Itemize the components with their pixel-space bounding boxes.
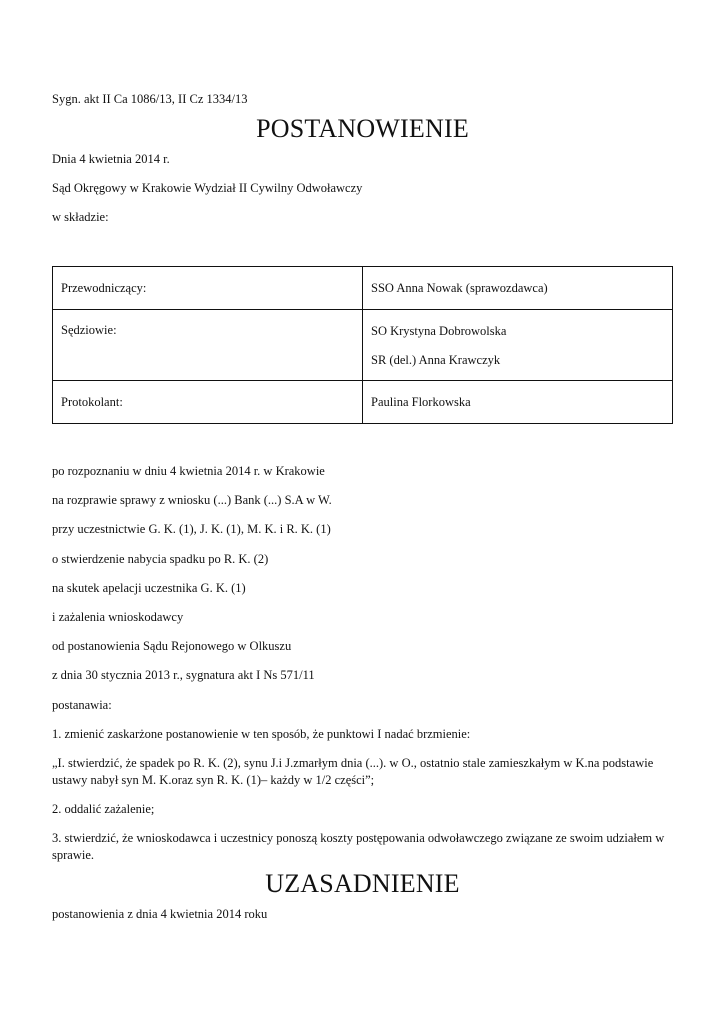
justification-subtitle: postanowienia z dnia 4 kwietnia 2014 roku bbox=[52, 907, 268, 921]
body-line: na rozprawie sprawy z wniosku (...) Bank (...) S.A w W. bbox=[52, 493, 332, 507]
body-line: o stwierdzenie nabycia spadku po R. K. (2) bbox=[52, 552, 269, 566]
ruling-1-quote: „I. stwierdzić, że spadek po R. K. (2), synu J.i J.zmarłym dnia (...). w O., ostatnio stale zamieszkałym w K.na podstawie ustawy nabył syn M. K.oraz syn R. K. (1)– każdy w 1/2 części”; bbox=[52, 756, 654, 787]
document-title: POSTANOWIENIE bbox=[256, 114, 469, 143]
body-line: przy uczestnictwie G. K. (1), J. K. (1), M. K. i R. K. (1) bbox=[52, 522, 331, 536]
judges-label: Sędziowie: bbox=[53, 310, 363, 381]
judges-values bbox=[363, 310, 673, 381]
court-line: Sąd Okręgowy w Krakowie Wydział II Cywilny Odwoławczy bbox=[52, 181, 363, 195]
composition-label: w składzie: bbox=[52, 210, 109, 224]
chair-label: Przewodniczący: bbox=[53, 267, 363, 310]
clerk-label: Protokolant: bbox=[53, 381, 363, 424]
judge-1: SO Krystyna Dobrowolska bbox=[371, 324, 507, 338]
date-line: Dnia 4 kwietnia 2014 r. bbox=[52, 152, 170, 166]
body-line: po rozpoznaniu w dniu 4 kwietnia 2014 r. w Krakowie bbox=[52, 464, 325, 478]
body-line: od postanowienia Sądu Rejonowego w Olkuszu bbox=[52, 639, 292, 653]
ruling-3: 3. stwierdzić, że wnioskodawca i uczestnicy ponoszą koszty postępowania odwoławczego związane ze swoim udziałem w sprawie. bbox=[52, 831, 665, 862]
clerk-value: Paulina Florkowska bbox=[363, 381, 673, 424]
panel-row-chair bbox=[53, 267, 673, 310]
panel-row-clerk bbox=[53, 381, 673, 424]
ruling-1: 1. zmienić zaskarżone postanowienie w ten sposób, że punktowi I nadać brzmienie: bbox=[52, 727, 471, 741]
panel-row-judges bbox=[53, 310, 673, 381]
ruling-2: 2. oddalić zażalenie; bbox=[52, 802, 155, 816]
chair-value: SSO Anna Nowak (sprawozdawca) bbox=[363, 267, 673, 310]
court-panel-table bbox=[52, 266, 673, 424]
case-reference: Sygn. akt II Ca 1086/13, II Cz 1334/13 bbox=[52, 92, 248, 106]
body-line: postanawia: bbox=[52, 698, 112, 712]
body-line: na skutek apelacji uczestnika G. K. (1) bbox=[52, 581, 246, 595]
body-line: z dnia 30 stycznia 2013 r., sygnatura akt I Ns 571/11 bbox=[52, 668, 315, 682]
body-line: i zażalenia wnioskodawcy bbox=[52, 610, 184, 624]
justification-title: UZASADNIENIE bbox=[265, 869, 460, 898]
judge-2: SR (del.) Anna Krawczyk bbox=[371, 353, 501, 367]
